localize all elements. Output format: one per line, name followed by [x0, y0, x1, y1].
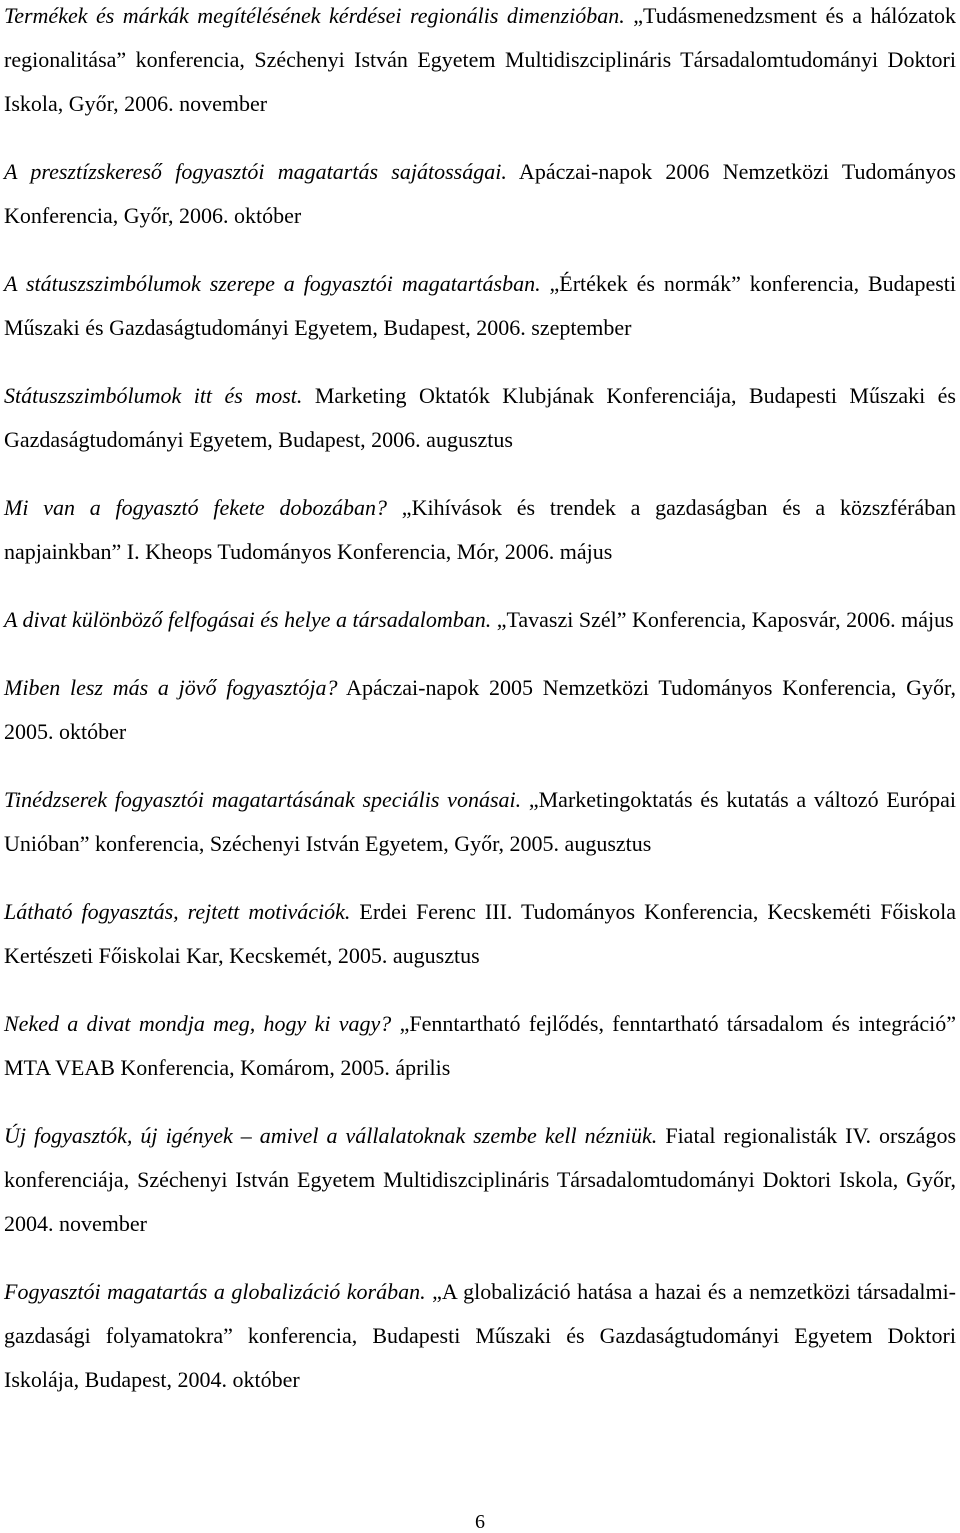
conference-entry [4, 598, 956, 642]
conference-entry [4, 1114, 956, 1246]
page-number: 6 [475, 1511, 485, 1533]
conference-entry [4, 1270, 956, 1402]
conference-entry [4, 890, 956, 978]
entry-title: A divat különböző felfogásai és helye a társadalomban. [4, 607, 492, 632]
entry-details: „Fenntartható fejlődés, fenntartható társadalom és integráció” MTA VEAB Konferencia, Komárom, 2005. április [4, 1011, 956, 1080]
entry-title: Miben lesz más a jövő fogyasztója? [4, 675, 338, 700]
entry-details: Erdei Ferenc III. Tudományos Konferencia, Kecskeméti Főiskola Kertészeti Főiskolai Kar, Kecskemét, 2005. augusztus [4, 899, 956, 968]
conference-entry [4, 486, 956, 574]
entry-details: „Értékek és normák” konferencia, Budapesti Műszaki és Gazdaságtudományi Egyetem, Budapest, 2006. szeptember [4, 271, 956, 340]
entry-details: „Marketingoktatás és kutatás a változó Európai Unióban” konferencia, Széchenyi István Egyetem, Győr, 2005. augusztus [4, 787, 956, 856]
conference-list [4, 0, 956, 1426]
conference-entry [4, 778, 956, 866]
entry-details: Fiatal regionalisták IV. országos konferenciája, Széchenyi István Egyetem Multidiszciplináris Társadalomtudományi Doktori Iskola, Győr, 2004. november [4, 1123, 957, 1236]
entry-title: Fogyasztói magatartás a globalizáció korában. [4, 1279, 426, 1304]
conference-entry [4, 262, 956, 350]
conference-entry [4, 0, 956, 126]
entry-details: „A globalizáció hatása a hazai és a nemzetközi társadalmi-gazdasági folyamatokra” konferencia, Budapesti Műszaki és Gazdaságtudományi Egyetem Doktori Iskolája, Budapest, 2004. október [4, 1279, 957, 1392]
conference-entry [4, 150, 956, 238]
entry-title: Státuszszimbólumok itt és most. [4, 383, 303, 408]
entry-title: Termékek és márkák megítélésének kérdései regionális dimenzióban. [4, 3, 625, 28]
entry-title: Új fogyasztók, új igények – amivel a vállalatoknak szembe kell nézniük. [4, 1123, 658, 1148]
entry-details: Apáczai-napok 2005 Nemzetközi Tudományos Konferencia, Győr, 2005. október [4, 675, 956, 744]
conference-entry [4, 666, 956, 754]
entry-title: A presztízskereső fogyasztói magatartás sajátosságai. [4, 159, 507, 184]
entry-title: Mi van a fogyasztó fekete dobozában? [4, 495, 388, 520]
entry-details: „Tudásmenedzsment és a hálózatok regionalitása” konferencia, Széchenyi István Egyetem Multidiszciplináris Társadalomtudományi Doktori Iskola, Győr, 2006. november [4, 3, 956, 116]
entry-title: Neked a divat mondja meg, hogy ki vagy? [4, 1011, 392, 1036]
entry-details: Apáczai-napok 2006 Nemzetközi Tudományos Konferencia, Győr, 2006. október [4, 159, 956, 228]
entry-details: Marketing Oktatók Klubjának Konferenciája, Budapesti Műszaki és Gazdaságtudományi Egyetem, Budapest, 2006. augusztus [4, 383, 956, 452]
conference-entry [4, 1002, 956, 1090]
entry-details: „Kihívások és trendek a gazdaságban és a közszférában napjainkban” I. Kheops Tudományos Konferencia, Mór, 2006. május [4, 495, 956, 564]
entry-title: Tinédzserek fogyasztói magatartásának speciális vonásai. [4, 787, 522, 812]
entry-title: A státuszszimbólumok szerepe a fogyasztói magatartásban. [4, 271, 541, 296]
entry-details: „Tavaszi Szél” Konferencia, Kaposvár, 2006. május [491, 607, 954, 632]
conference-entry [4, 374, 956, 462]
entry-title: Látható fogyasztás, rejtett motivációk. [4, 899, 351, 924]
